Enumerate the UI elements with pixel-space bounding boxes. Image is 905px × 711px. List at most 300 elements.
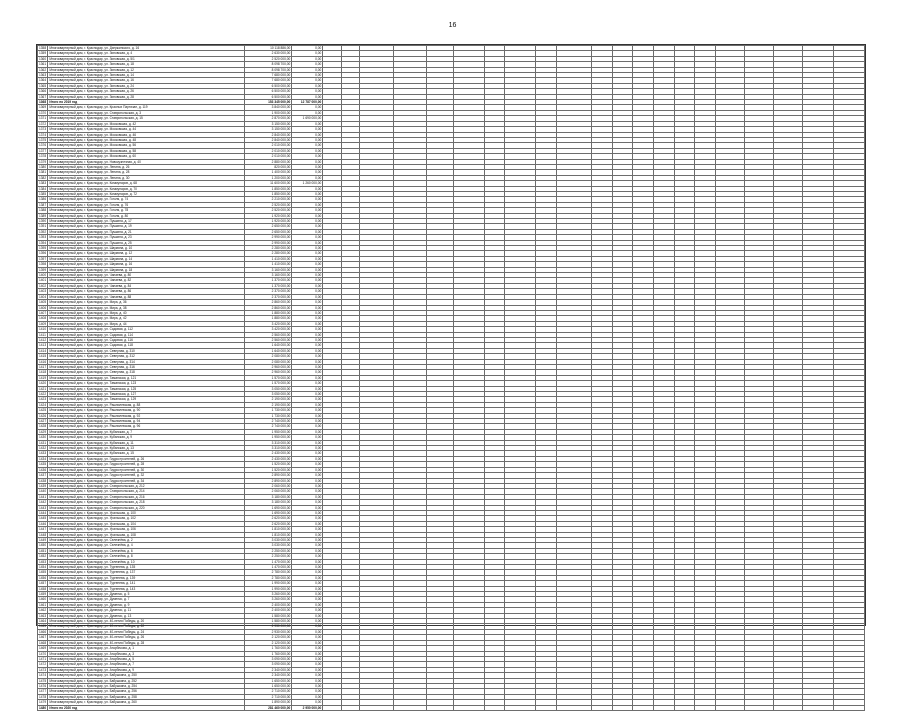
row-number: 1372 [39,121,47,126]
total-cost-cell: 2 650 000,00 [244,224,292,229]
address-cell: Многоквартирный дом, г. Краснодар, ул. Уральская, д. 106 [48,527,244,532]
total-cost-cell: 2 890 000,00 [244,478,292,483]
paid-cell: 0,00 [292,478,323,483]
row-number: 1388 [39,208,47,213]
paid-cell: 0,00 [292,67,323,72]
paid-cell: 0,00 [292,213,323,218]
address-cell: Многоквартирный дом, г. Краснодар, ул. Кубанская, д. 15 [48,451,244,456]
row-number: 1452 [39,554,47,559]
total-cost-cell: 2 340 000,00 [244,673,292,678]
paid-cell: 0,00 [292,483,323,488]
row-number: 1419 [39,375,47,380]
row-number: 1458 [39,586,47,591]
total-cost-cell: 2 840 000,00 [244,137,292,142]
total-cost-cell: 1 520 000,00 [244,462,292,467]
paid-cell: 0,00 [292,548,323,553]
row-number: 1366 [39,89,47,94]
paid-cell: 0,00 [292,510,323,515]
paid-cell: 0,00 [292,273,323,278]
total-cost-cell: 2 340 000,00 [244,667,292,672]
row-number: 1436 [39,467,47,472]
row-number: 1477 [39,689,47,694]
total-cost-cell: 1 690 000,00 [244,510,292,515]
total-cost-cell: 2 930 000,00 [244,629,292,634]
row-number: 1451 [39,548,47,553]
address-cell: Многоквартирный дом, г. Краснодар, ул. Садовая, д. 114 [48,332,244,337]
blank-cell [505,705,536,710]
total-cost-cell: 3 050 000,00 [244,386,292,391]
address-cell: Многоквартирный дом, г. Краснодар, ул. Бабушкина, д. 252 [48,678,244,683]
paid-cell: 0,00 [292,240,323,245]
total-cost-cell: 2 890 000,00 [244,473,292,478]
address-cell: Многоквартирный дом, г. Краснодар, ул. Зиповская, д. 14 [48,73,244,78]
paid-cell: 0,00 [292,559,323,564]
total-cost-cell: 2 650 000,00 [244,229,292,234]
total-cost-cell: 11 600 000,00 [244,181,292,186]
row-number: 1415 [39,354,47,359]
address-cell: Многоквартирный дом, г. Краснодар, ул. Тургенева, д. 141 [48,581,244,586]
total-cost-cell: 2 620 000,00 [244,516,292,521]
paid-cell: 0,00 [292,667,323,672]
row-number: 1386 [39,197,47,202]
address-cell: Многоквартирный дом, г. Краснодар, ул. Северная, д. 310 [48,348,244,353]
row-number: 1378 [39,154,47,159]
total-cost-cell: 1 650 000,00 [244,678,292,683]
row-number: 1461 [39,602,47,607]
total-cost-cell: 2 210 000,00 [244,197,292,202]
address-cell: Многоквартирный дом, г. Краснодар, ул. Ставропольская, д. 15 [48,116,244,121]
total-cost-cell: 1 760 000,00 [244,651,292,656]
total-cost-cell: 281 460 000,00 [244,705,292,710]
row-number: 1476 [39,683,47,688]
address-cell: Многоквартирный дом, г. Краснодар, ул. Рашпилевская, д. 88 [48,402,244,407]
row-number: 1367 [39,94,47,99]
address-cell: Многоквартирный дом, г. Краснодар, ул. Кубанская, д. 7 [48,429,244,434]
paid-cell: 0,00 [292,386,323,391]
row-number: 1479 [39,700,47,705]
address-cell: Многоквартирный дом, г. Краснодар, ул. Ставропольская, д. 212 [48,483,244,488]
row-number: 1466 [39,629,47,634]
total-cost-cell: 2 560 000,00 [244,332,292,337]
paid-cell: 0,00 [292,148,323,153]
address-cell: Многоквартирный дом, г. Краснодар, ул. Московская, д. 58 [48,148,244,153]
row-number: 1417 [39,364,47,369]
paid-cell: 0,00 [292,462,323,467]
address-cell: Многоквартирный дом, г. Краснодар, ул. Ставропольская, д. 220 [48,505,244,510]
total-cost-cell: 1 520 000,00 [244,467,292,472]
total-cost-cell: 1 470 000,00 [244,565,292,570]
row-number: 1408 [39,316,47,321]
row-number: 1361 [39,62,47,67]
total-cost-cell: 2 430 000,00 [244,451,292,456]
total-cost-cell: 1 400 000,00 [244,170,292,175]
address-cell: Многоквартирный дом, г. Краснодар, ул. Гидростроителей, д. 34 [48,478,244,483]
paid-cell: 0,00 [292,673,323,678]
paid-cell: 0,00 [292,565,323,570]
address-cell: Многоквартирный дом, г. Краснодар, ул. Бабушкина, д. 256 [48,689,244,694]
total-cost-cell: 1 810 000,00 [244,527,292,532]
paid-cell: 0,00 [292,640,323,645]
total-cost-cell: 6 500 000,00 [244,89,292,94]
total-cost-cell: 1 880 000,00 [244,310,292,315]
row-number: 1470 [39,651,47,656]
paid-cell: 0,00 [292,592,323,597]
row-number: 1469 [39,646,47,651]
total-cost-cell: 1 990 000,00 [244,586,292,591]
row-number: 1375 [39,137,47,142]
total-cost-cell: 1 410 000,00 [244,256,292,261]
row-number: 1368 [39,100,47,105]
total-cost-cell: 3 090 000,00 [244,656,292,661]
address-cell: Многоквартирный дом, г. Краснодар, ул. Московская, д. 56 [48,143,244,148]
blank-cell [674,705,695,710]
paid-cell: 0,00 [292,359,323,364]
paid-cell: 0,00 [292,89,323,94]
total-cost-cell: 1 920 000,00 [244,219,292,224]
address-cell: Многоквартирный дом, г. Краснодар, ул. Пушкина, д. 21 [48,229,244,234]
paid-cell: 0,00 [292,219,323,224]
total-cost-cell: 2 250 000,00 [244,554,292,559]
row-number: 1371 [39,116,47,121]
row-number: 1407 [39,310,47,315]
address-cell: Многоквартирный дом, г. Краснодар, ул. Гидростроителей, д. 28 [48,462,244,467]
paid-cell: 0,00 [292,208,323,213]
blank-cell [744,705,773,710]
row-number: 1474 [39,673,47,678]
total-cost-cell: 1 580 000,00 [244,619,292,624]
address-cell: Многоквартирный дом, г. Краснодар, ул. Таманская, д. 125 [48,386,244,391]
paid-cell: 0,00 [292,402,323,407]
total-cost-cell: 2 080 000,00 [244,359,292,364]
address-cell: Многоквартирный дом, г. Краснодар, ул. Чапаева, д. 84 [48,283,244,288]
total-cost-cell: 7 680 000,00 [244,73,292,78]
total-cost-cell: 3 030 000,00 [244,537,292,542]
total-cost-cell: 1 640 000,00 [244,348,292,353]
paid-cell: 0,00 [292,56,323,61]
row-number: 1468 [39,640,47,645]
total-cost-cell: 2 010 000,00 [244,148,292,153]
paid-cell: 0,00 [292,440,323,445]
address-cell: Многоквартирный дом, г. Краснодар, ул. Московская, д. 46 [48,132,244,137]
address-cell: Многоквартирный дом, г. Краснодар, ул. Мира, д. 44 [48,321,244,326]
total-cost-cell: 3 260 000,00 [244,597,292,602]
row-number: 1412 [39,337,47,342]
row-number: 1449 [39,537,47,542]
address-cell: Многоквартирный дом, г. Краснодар, ул. 40-летия Победы, д. 22 [48,624,244,629]
paid-cell: 0,00 [292,78,323,83]
address-cell: Многоквартирный дом, г. Краснодар, ул. Гидростроителей, д. 32 [48,473,244,478]
address-cell: Многоквартирный дом, г. Краснодар, ул. Уральская, д. 108 [48,532,244,537]
blank-cell [556,705,591,710]
row-number: 1448 [39,532,47,537]
paid-cell: 0,00 [292,489,323,494]
row-number: 1431 [39,440,47,445]
paid-cell: 0,00 [292,327,323,332]
row-number: 1421 [39,386,47,391]
address-cell: Многоквартирный дом, г. Краснодар, ул. Думенко, д. 11 [48,608,244,613]
address-cell: Многоквартирный дом, г. Краснодар, ул. Новокузнечная, д. 40 [48,159,244,164]
row-number: 1391 [39,224,47,229]
paid-cell: 0,00 [292,392,323,397]
row-number: 1453 [39,559,47,564]
total-cost-cell: 2 560 000,00 [244,337,292,342]
paid-cell: 0,00 [292,413,323,418]
paid-cell: 12 787 000,00 [292,100,323,105]
row-number: 1480 [39,705,47,710]
total-cost-cell: 2 740 000,00 [244,424,292,429]
address-cell: Многоквартирный дом, г. Краснодар, ул. Тургенева, д. 143 [48,586,244,591]
address-cell: Многоквартирный дом, г. Краснодар, ул. Шаумяна, д. 12 [48,251,244,256]
address-cell: Многоквартирный дом, г. Краснодар, ул. Атарбекова, д. 3 [48,651,244,656]
row-number: 1420 [39,381,47,386]
paid-cell: 1 690 000,00 [292,116,323,121]
paid-cell: 0,00 [292,451,323,456]
total-cost-cell: 2 870 000,00 [244,116,292,121]
address-cell: Многоквартирный дом, г. Краснодар, ул. Думенко, д. 7 [48,597,244,602]
address-cell: Многоквартирный дом, г. Краснодар, ул. Северная, д. 318 [48,370,244,375]
row-number: 1455 [39,570,47,575]
total-cost-cell: 2 430 000,00 [244,456,292,461]
total-cost-cell: 2 060 000,00 [244,483,292,488]
row-number: 1406 [39,305,47,310]
paid-cell: 0,00 [292,73,323,78]
total-cost-cell: 3 180 000,00 [244,494,292,499]
row-number: 1459 [39,592,47,597]
row-number: 1427 [39,419,47,424]
paid-cell: 0,00 [292,51,323,56]
row-number: 1445 [39,516,47,521]
total-cost-cell: 2 400 000,00 [244,608,292,613]
row-number: 1439 [39,483,47,488]
row-number: 1435 [39,462,47,467]
address-cell: Многоквартирный дом, г. Краснодар, ул. 40-летия Победы, д. 24 [48,629,244,634]
paid-cell: 0,00 [292,419,323,424]
address-cell: Многоквартирный дом, г. Краснодар, ул. Мира, д. 36 [48,300,244,305]
total-cost-cell: 1 920 000,00 [244,213,292,218]
paid-cell: 0,00 [292,143,323,148]
total-cost-cell: 1 580 000,00 [244,613,292,618]
row-number: 1478 [39,694,47,699]
address-cell: Многоквартирный дом, г. Краснодар, ул. Московская, д. 60 [48,154,244,159]
address-cell: Многоквартирный дом, г. Краснодар, ул. Селезнёва, д. 4 [48,543,244,548]
total-cost-cell: 3 090 000,00 [244,662,292,667]
row-number: 1410 [39,327,47,332]
row-number: 1432 [39,446,47,451]
paid-cell: 0,00 [292,408,323,413]
paid-cell: 0,00 [292,235,323,240]
total-cost-cell: 2 740 000,00 [244,419,292,424]
address-cell: Многоквартирный дом, г. Краснодар, ул. Зиповская, д. 26 [48,89,244,94]
paid-cell: 0,00 [292,435,323,440]
row-number: 1450 [39,543,47,548]
address-cell: Многоквартирный дом, г. Краснодар, ул. Коммунаров, д. 70 [48,186,244,191]
paid-cell: 0,00 [292,300,323,305]
paid-cell: 0,00 [292,278,323,283]
paid-cell: 0,00 [292,164,323,169]
total-cost-cell: 2 960 000,00 [244,364,292,369]
total-cost-cell: 1 470 000,00 [244,559,292,564]
address-cell: Многоквартирный дом, г. Краснодар, ул. Рашпилевская, д. 90 [48,408,244,413]
row-number: 1456 [39,575,47,580]
row-number: 1373 [39,127,47,132]
address-cell: Многоквартирный дом, г. Краснодар, ул. Гидростроителей, д. 26 [48,456,244,461]
row-number: 1428 [39,424,47,429]
paid-cell: 0,00 [292,348,323,353]
address-cell: Многоквартирный дом, г. Краснодар, ул. Садовая, д. 118 [48,343,244,348]
paid-cell: 0,00 [292,678,323,683]
paid-cell: 0,00 [292,586,323,591]
row-number: 1437 [39,473,47,478]
paid-cell: 0,00 [292,381,323,386]
paid-cell: 0,00 [292,262,323,267]
total-cost-cell: 2 520 000,00 [244,202,292,207]
total-cost-cell: 3 150 000,00 [244,127,292,132]
address-cell: Многоквартирный дом, г. Краснодар, ул. Таманская, д. 121 [48,375,244,380]
address-cell: Многоквартирный дом, г. Краснодар, ул. Чапаева, д. 82 [48,278,244,283]
row-number: 1414 [39,348,47,353]
row-number: 1369 [39,105,47,110]
paid-cell: 0,00 [292,375,323,380]
address-cell: Многоквартирный дом, г. Краснодар, ул. Зиповская, д. 12 [48,67,244,72]
row-number: 1392 [39,229,47,234]
row-number: 1473 [39,667,47,672]
paid-cell: 0,00 [292,602,323,607]
address-cell: Многоквартирный дом, г. Краснодар, ул. Пушкина, д. 19 [48,224,244,229]
paid-cell: 0,00 [292,527,323,532]
paid-cell: 0,00 [292,127,323,132]
total-cost-cell: 1 570 000,00 [244,375,292,380]
row-number: 1396 [39,251,47,256]
total-cost-cell: 2 620 000,00 [244,521,292,526]
total-cost-cell: 2 860 000,00 [244,300,292,305]
address-cell: Многоквартирный дом, г. Краснодар, ул. Бабушкина, д. 254 [48,683,244,688]
row-number: 1454 [39,565,47,569]
row-number: 1374 [39,132,47,137]
address-cell: Многоквартирный дом, г. Краснодар, ул. Тургенева, д. 139 [48,575,244,580]
address-cell: Многоквартирный дом, г. Краснодар, ул. Таманская, д. 129 [48,397,244,402]
total-cost-cell: 820 000,00 [244,164,292,169]
blank-cell [453,705,484,710]
total-cost-cell: 3 310 000,00 [244,446,292,451]
total-cost-cell: 2 780 000,00 [244,575,292,580]
blank-cell [716,705,745,710]
blank-cell [591,705,612,710]
paid-cell: 0,00 [292,397,323,402]
address-cell: Многоквартирный дом, г. Краснодар, ул. Думенко, д. 5 [48,592,244,597]
paid-cell: 0,00 [292,456,323,461]
address-cell: Многоквартирный дом, г. Краснодар, ул. Думенко, д. 13 [48,613,244,618]
address-cell: Многоквартирный дом, г. Краснодар, ул. 40-летия Победы, д. 20 [48,619,244,624]
row-number: 1433 [39,451,47,456]
row-number: 1422 [39,392,47,396]
paid-cell: 0,00 [292,337,323,342]
row-number: 1440 [39,489,47,494]
capital-repair-table [37,45,865,711]
total-cost-cell: 2 960 000,00 [244,370,292,375]
address-cell: Многоквартирный дом, г. Краснодар, ул. Гоголя, д. 76 [48,202,244,207]
address-cell: Многоквартирный дом, г. Краснодар, ул. Ленина, д. 30 [48,175,244,180]
paid-cell: 0,00 [292,121,323,126]
paid-cell: 2 950 000,00 [292,705,323,710]
address-cell: Многоквартирный дом, г. Краснодар, ул. Гидростроителей, д. 30 [48,467,244,472]
row-number: 1365 [39,83,47,88]
paid-cell: 0,00 [292,154,323,159]
address-cell: Многоквартирный дом, г. Краснодар, ул. Московская, д. 44 [48,127,244,132]
row-number: 1463 [39,613,47,618]
blank-cell [393,705,426,710]
address-cell: Многоквартирный дом, г. Краснодар, ул. Зиповская, д. 18 [48,62,244,67]
paid-cell: 0,00 [292,597,323,602]
total-cost-cell: 6 500 000,00 [244,83,292,88]
blank-cell [484,705,505,710]
blank-cell [695,705,716,710]
blank-cell [802,705,833,710]
total-cost-cell: 3 160 000,00 [244,267,292,272]
address-cell: Многоквартирный дом, г. Краснодар, ул. Шаумяна, д. 16 [48,262,244,267]
row-number: 1447 [39,527,47,532]
total-cost-cell: 2 520 000,00 [244,56,292,61]
total-cost-cell: 1 410 000,00 [244,262,292,267]
total-cost-cell: 3 030 000,00 [244,543,292,548]
address-cell: Многоквартирный дом, г. Краснодар, ул. Зиповская, д. 16 [48,78,244,83]
row-number: 1362 [39,67,47,72]
address-cell: Многоквартирный дом, г. Краснодар, ул. Рашпилевская, д. 92 [48,413,244,418]
total-cost-cell: 3 420 000,00 [244,327,292,332]
address-cell: Многоквартирный дом, г. Краснодар, ул. Коммунаров, д. 72 [48,191,244,196]
row-number: 1382 [39,175,47,180]
total-cost-cell: 1 850 000,00 [244,186,292,191]
address-cell: Многоквартирный дом, г. Краснодар, ул. Шаумяна, д. 10 [48,246,244,251]
total-cost-cell: 1 640 000,00 [244,343,292,348]
row-number: 1383 [39,181,47,186]
address-cell: Многоквартирный дом, г. Краснодар, ул. Московская, д. 42 [48,121,244,126]
row-number: 1404 [39,294,47,299]
address-cell: Многоквартирный дом, г. Краснодар, ул. Пушкина, д. 23 [48,235,244,240]
blank-cell [341,705,360,710]
blank-cell [654,705,675,710]
row-number: 1434 [39,456,47,461]
address-cell: Многоквартирный дом, г. Краснодар, ул. Мира, д. 38 [48,305,244,310]
row-number: 1376 [39,143,47,148]
total-cost-cell: 1 950 000,00 [244,429,292,434]
total-cost-cell: 2 190 000,00 [244,402,292,407]
paid-cell: 0,00 [292,267,323,272]
total-cost-cell: 6 500 000,00 [244,94,292,99]
address-cell: Многоквартирный дом, г. Краснодар, ул. Пушкина, д. 25 [48,240,244,245]
paid-cell: 0,00 [292,170,323,175]
page-number: 16 [448,22,457,29]
total-cost-cell: 1 730 000,00 [244,408,292,413]
blank-cell [426,705,453,710]
row-number: 1389 [39,213,47,218]
address-cell: Многоквартирный дом, г. Краснодар, ул. Зиповская, д. 24 [48,83,244,88]
address-cell: Многоквартирный дом, г. Краснодар, ул. Ленина, д. 26 [48,164,244,169]
address-cell: Многоквартирный дом, г. Краснодар, ул. Кубанская, д. 13 [48,446,244,451]
paid-cell: 0,00 [292,343,323,348]
total-cost-cell: 2 520 000,00 [244,208,292,213]
address-cell: Многоквартирный дом, г. Краснодар, ул. Селезнёва, д. 10 [48,559,244,564]
address-cell: Многоквартирный дом, г. Краснодар, ул. Кубанская, д. 9 [48,435,244,440]
total-cost-cell: 3 180 000,00 [244,500,292,505]
paid-cell: 0,00 [292,613,323,618]
paid-cell: 0,00 [292,629,323,634]
paid-cell: 0,00 [292,256,323,261]
total-cost-cell: 2 840 000,00 [244,132,292,137]
paid-cell: 0,00 [292,132,323,137]
row-number: 1465 [39,624,47,629]
paid-cell: 0,00 [292,175,323,180]
paid-cell: 0,00 [292,505,323,510]
